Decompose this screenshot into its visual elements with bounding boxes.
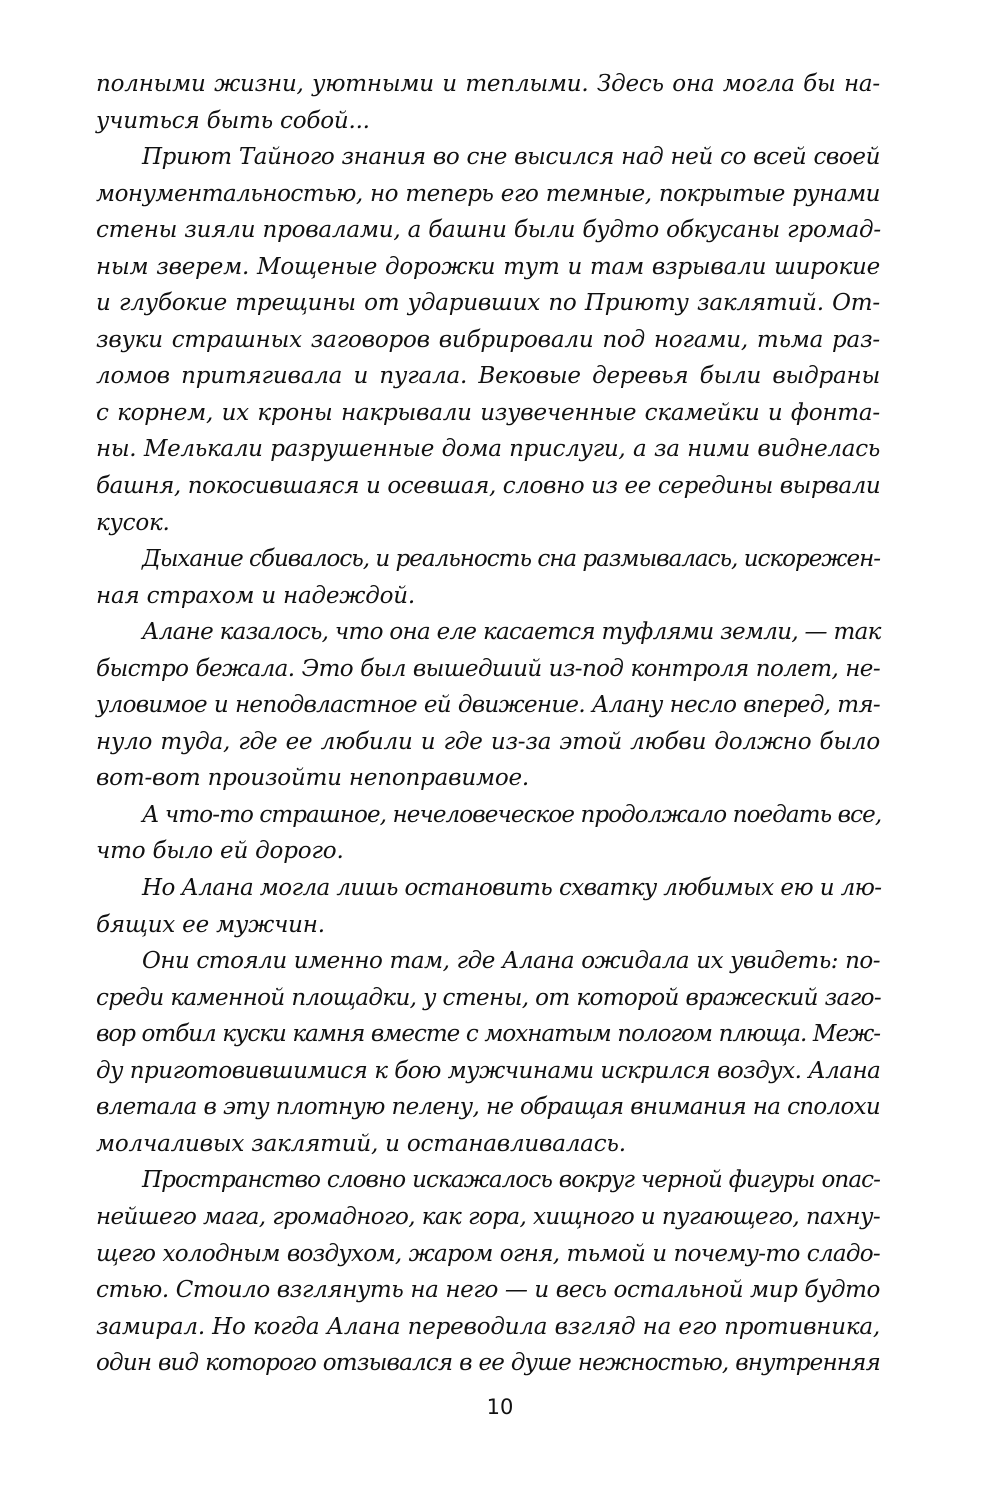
text-line: стью. Стоило взглянуть на него — и весь остальной мир будто bbox=[96, 1277, 880, 1304]
text-line: ная страхом и надеждой. bbox=[96, 582, 415, 609]
text-line: полными жизни, уютными и теплыми. Здесь она могла бы на- bbox=[96, 71, 880, 97]
text-line: башня, покосившаяся и осевшая, словно из ее середины вырвали bbox=[96, 473, 881, 500]
text-line: замирал. Но когда Алана переводила взгляд на его противника, bbox=[96, 1313, 880, 1340]
text-line: и глубокие трещины от ударивших по Приюту заклятий. От- bbox=[96, 290, 880, 317]
text-line: Дыхание сбивалось, и реальность сна размывалась, искорежен- bbox=[142, 546, 880, 573]
text-line: быстро бежала. Это был вышедший из-под контроля полет, не- bbox=[96, 655, 880, 682]
text-line: вор отбил куски камня вместе с мохнатым пологом плюща. Меж- bbox=[96, 1021, 880, 1048]
text-line: ным зверем. Мощеные дорожки тут и там взрывали широкие bbox=[96, 253, 880, 280]
text-line: А что-то страшное, нечеловеческое продолжало поедать все, bbox=[142, 801, 882, 828]
book-page-text bbox=[96, 66, 880, 1382]
text-line: один вид которого отзывался в ее душе нежностью, внутренняя bbox=[96, 1350, 880, 1377]
text-line: Но Алана могла лишь остановить схватку любимых ею и лю- bbox=[142, 875, 882, 902]
text-line: стены зияли провалами, а башни были будто обкусаны громад- bbox=[96, 217, 881, 244]
text-line: что было ей дорого. bbox=[96, 838, 344, 865]
text-line: Они стояли именно там, где Алана ожидала их увидеть: по- bbox=[142, 948, 880, 975]
text-line: ду приготовившимися к бою мужчинами искрился воздух. Алана bbox=[96, 1057, 881, 1084]
text-line: Алане казалось, что она еле касается туфлями земли, — так bbox=[142, 619, 881, 646]
text-line: щего холодным воздухом, жаром огня, тьмой и почему-то сладо- bbox=[96, 1240, 880, 1267]
text-line: вот-вот произойти непоправимое. bbox=[96, 765, 530, 792]
text-line: нуло туда, где ее любили и где из-за этой любви должно было bbox=[96, 728, 880, 755]
text-line: бящих ее мужчин. bbox=[96, 911, 325, 938]
text-line: учиться быть собой... bbox=[96, 107, 370, 134]
text-line: Приют Тайного знания во сне высился над ней со всей своей bbox=[142, 144, 880, 171]
text-line: ломов притягивала и пугала. Вековые деревья были выдраны bbox=[96, 363, 880, 390]
text-line: с корнем, их кроны накрывали изувеченные скамейки и фонта- bbox=[96, 399, 880, 426]
text-line: молчаливых заклятий, и останавливалась. bbox=[96, 1130, 626, 1157]
text-line: звуки страшных заговоров вибрировали под ногами, тьма раз- bbox=[96, 326, 880, 353]
text-line: монументальностью, но теперь его темные, покрытые рунами bbox=[96, 180, 880, 207]
page-number: 10 bbox=[486, 1395, 514, 1419]
text-line: уловимое и неподвластное ей движение. Алану несло вперед, тя- bbox=[96, 692, 880, 719]
text-line: нейшего мага, громадного, как гора, хищного и пугающего, пахну- bbox=[96, 1203, 880, 1230]
text-line: влетала в эту плотную пелену, не обращая внимания на сполохи bbox=[96, 1094, 880, 1121]
text-line: Пространство словно искажалось вокруг черной фигуры опас- bbox=[142, 1167, 880, 1194]
text-line: кусок. bbox=[96, 509, 170, 536]
text-line: ны. Мелькали разрушенные дома прислуги, а за ними виднелась bbox=[96, 436, 880, 463]
text-line: среди каменной площадки, у стены, от которой вражеский заго- bbox=[96, 984, 882, 1011]
